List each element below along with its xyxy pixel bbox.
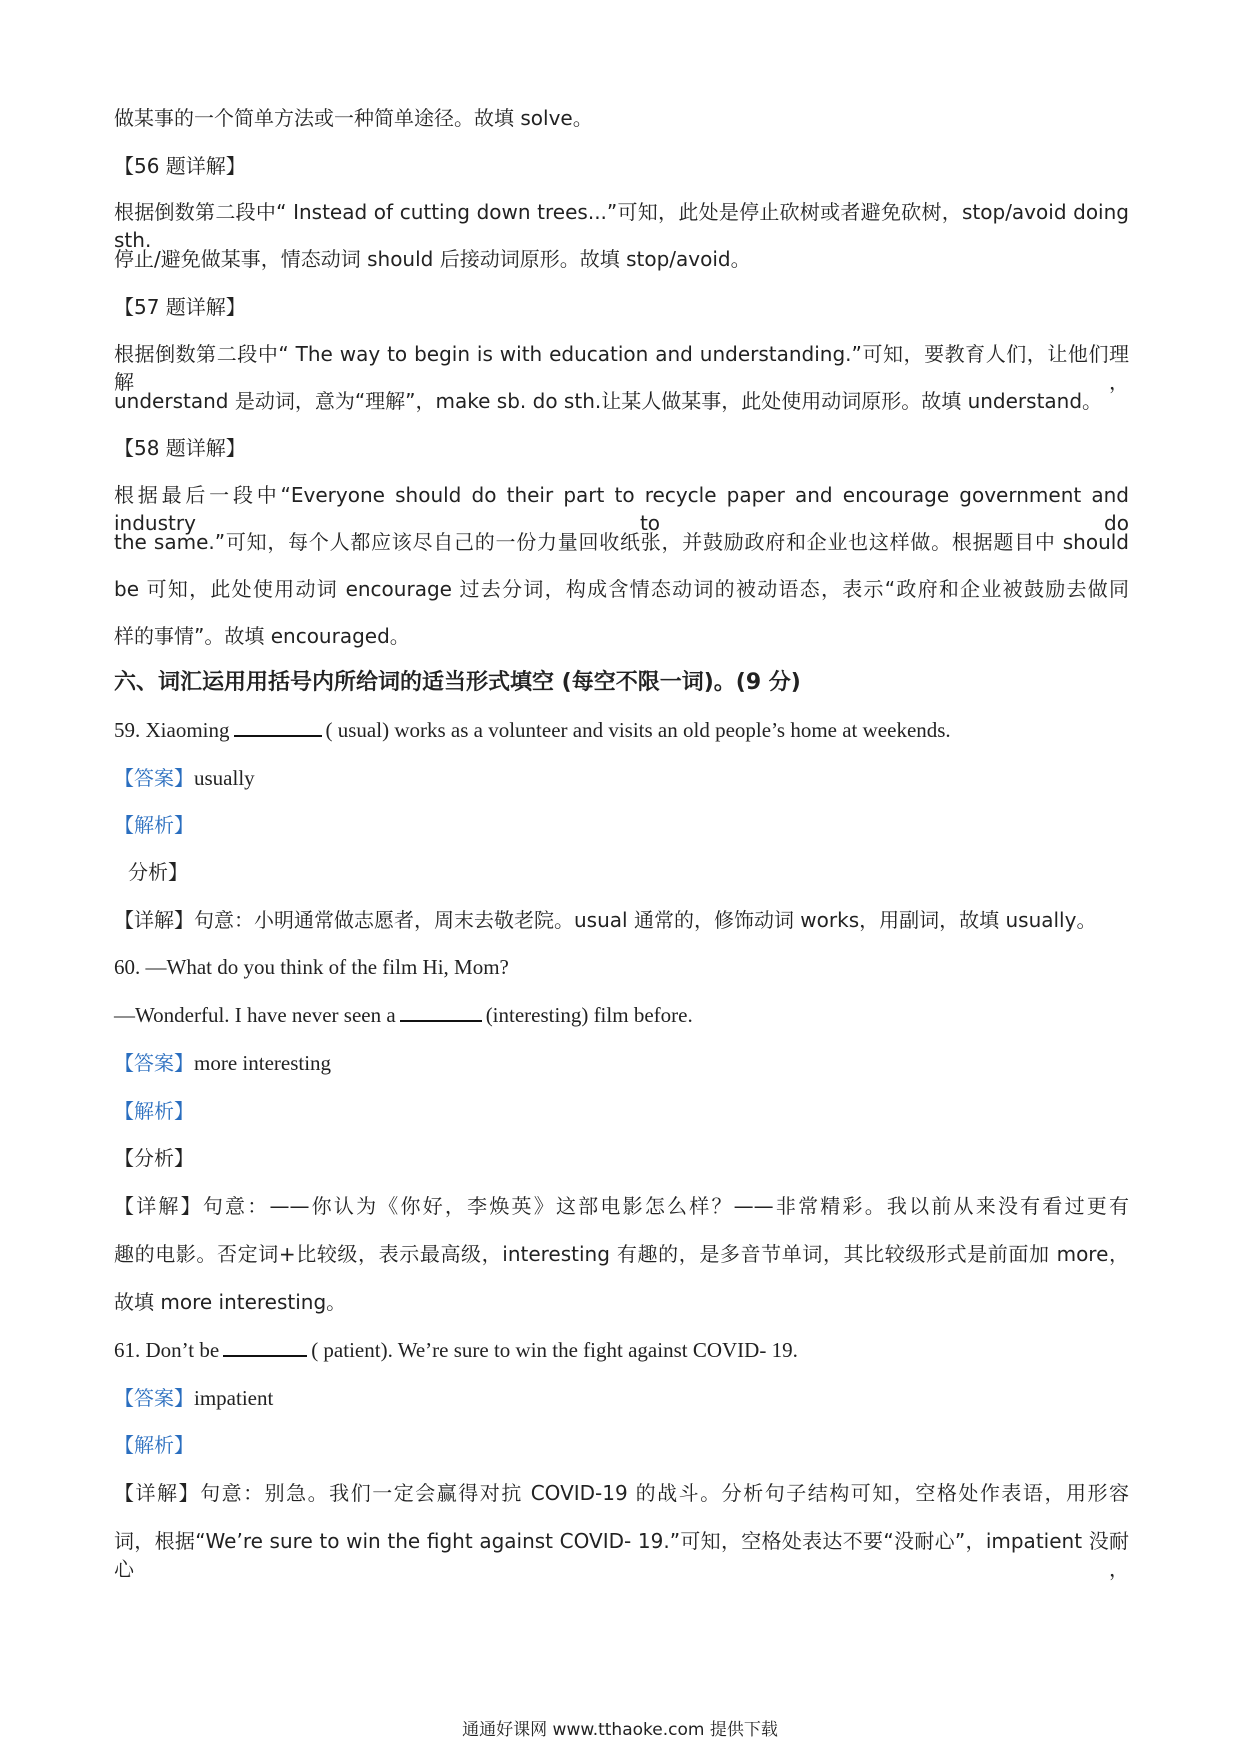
heading-q57-detail: 【57 题详解】 — [114, 295, 246, 319]
analysis-label-60: 【解析】 — [114, 1099, 194, 1123]
question-60-prefix: —Wonderful. I have never seen a — [114, 1003, 396, 1027]
heading-q56-detail: 【56 题详解】 — [114, 154, 246, 178]
analysis-label-59: 【解析】 — [114, 813, 194, 837]
text-line-q58-1: 根据最后一段中“Everyone should do their part to recycle paper and encourage government and industry to do — [114, 483, 1129, 535]
question-61-prefix: 61. Don’t be — [114, 1338, 220, 1362]
question-59-prefix: 59. Xiaoming — [114, 718, 230, 742]
answer-label: 【答案】 — [114, 766, 194, 790]
answer-blank — [234, 734, 322, 737]
answer-60 — [114, 1049, 1129, 1077]
text-line-q58-4: 样的事情”。故填 encouraged。 — [114, 624, 410, 648]
question-59-suffix: ( usual) works as a volunteer and visits an old people’s home at weekends. — [325, 718, 951, 742]
detail-59: 【详解】句意：小明通常做志愿者，周末去敬老院。usual 通常的，修饰动词 works，用副词，故填 usually。 — [114, 908, 1097, 932]
question-61 — [114, 1336, 1129, 1364]
detail-60-1: 【详解】句意：——你认为《你好，李焕英》这部电影怎么样？——非常精彩。我以前从来没有看过更有 — [114, 1194, 1129, 1218]
text-line-q57-2: understand 是动词，意为“理解”，make sb. do sth.让某人做某事，此处使用动词原形。故填 understand。 — [114, 389, 1103, 413]
text-line-solve: 做某事的一个简单方法或一种简单途径。故填 solve。 — [114, 106, 593, 130]
text-line-q58-3: be 可知，此处使用动词 encourage 过去分词，构成含情态动词的被动语态，表示“政府和企业被鼓励去做同 — [114, 577, 1129, 601]
question-60-line-1: 60. —What do you think of the film Hi, Mom? — [114, 955, 509, 979]
question-59 — [114, 716, 1129, 744]
text-line-q58-2: the same.”可知，每个人都应该尽自己的一份力量回收纸张，并鼓励政府和企业也这样做。根据题目中 should — [114, 530, 1129, 554]
analysis-label-61: 【解析】 — [114, 1433, 194, 1457]
answer-value: impatient — [194, 1386, 274, 1410]
question-60-suffix: (interesting) film before. — [485, 1003, 693, 1027]
text-line-q57-1: 根据倒数第二段中“ The way to begin is with education and understanding.”可知，要教育人们，让他们理解， — [114, 342, 1129, 394]
answer-value: more interesting — [194, 1051, 332, 1075]
answer-blank — [400, 1019, 482, 1022]
detail-60-3: 故填 more interesting。 — [114, 1290, 347, 1314]
answer-label: 【答案】 — [114, 1386, 194, 1410]
answer-value: usually — [194, 766, 255, 790]
answer-label: 【答案】 — [114, 1051, 194, 1075]
answer-blank — [223, 1354, 307, 1357]
footer-text: 通通好课网 www.tthaoke.com 提供下载 — [462, 1720, 778, 1740]
detail-61-2: 词，根据“We’re sure to win the fight against COVID- 19.”可知，空格处表达不要“没耐心”，impatient 没耐心， — [114, 1529, 1129, 1581]
answer-61 — [114, 1384, 1129, 1412]
analysis-sub-59: 分析】 — [128, 860, 188, 884]
text-line-q56-2: 停止/避免做某事，情态动词 should 后接动词原形。故填 stop/avoid。 — [114, 247, 751, 271]
text-line-q56-1: 根据倒数第二段中“ Instead of cutting down trees...”可知，此处是停止砍树或者避免砍树，stop/avoid doing sth. — [114, 200, 1129, 252]
question-60-line-2 — [114, 1001, 1129, 1029]
analysis-sub-60: 【分析】 — [114, 1146, 194, 1170]
page-footer — [0, 1718, 1240, 1742]
detail-61-1: 【详解】句意：别急。我们一定会赢得对抗 COVID-19 的战斗。分析句子结构可知，空格处作表语，用形容 — [114, 1481, 1129, 1505]
detail-60-2: 趣的电影。否定词+比较级，表示最高级，interesting 有趣的，是多音节单词，其比较级形式是前面加 more， — [114, 1242, 1129, 1266]
heading-q58-detail: 【58 题详解】 — [114, 436, 246, 460]
question-61-suffix: ( patient). We’re sure to win the fight against COVID- 19. — [311, 1338, 798, 1362]
answer-59 — [114, 764, 1129, 792]
section-heading-six: 六、词汇运用用括号内所给词的适当形式填空 (每空不限一词)。(9 分) — [114, 670, 801, 695]
